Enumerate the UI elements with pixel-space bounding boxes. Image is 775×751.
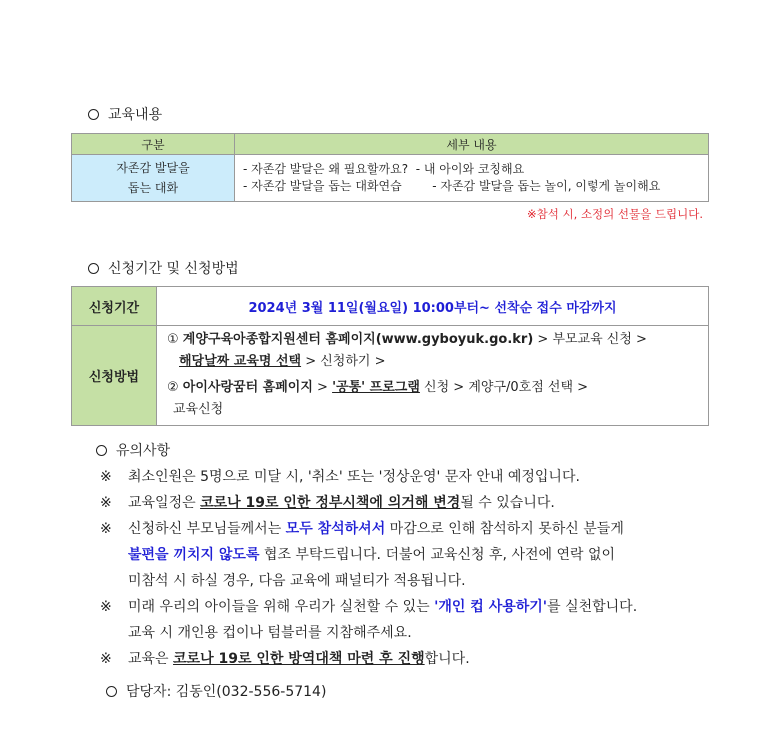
gift-note: ※참석 시, 소정의 선물을 드립니다. xyxy=(527,207,703,221)
list-item: ※ 교육일정은 코로나 19로 인한 정부시책에 의거해 변경될 수 있습니다. xyxy=(100,495,555,511)
section-title: 유의사항 xyxy=(116,443,171,459)
contact-line xyxy=(106,681,326,701)
list-item: ※ 교육은 코로나 19로 인한 방역대책 마련 후 진행합니다. xyxy=(100,651,470,667)
education-content-table xyxy=(71,133,709,202)
circle-bullet-icon xyxy=(88,263,99,274)
table-header-details: 세부 내용 xyxy=(235,134,709,155)
section-application-heading xyxy=(88,258,239,278)
notes-list: ※ 최소인원은 5명으로 미달 시, '취소' 또는 '정상운영' 문자 안내 예정입니다. ※ 교육일정은 코로나 19로 인한 정부시책에 의거해 변경될 수 있습니다. ※ 신청하신 부모님들께서는 모두 참석하셔서 마감으로 인해 참석하지 못하신 분들게 불편을 끼치지 않도록 협조 부탁드립니다. 더불어 교육신청 후, 사전에 연락 없이 미참석 시 하실 경우, 다음 교육에 패널티가 적용됩니다. ※ 미래 우리의 아이들을 위해 우리가 실천할 수 있는 '개인 컵 사용하기'를 실천합니다. 교육 시 개인용 컵이나 텀블러를 지참해주세요. ※ 교육은 코로나 19로 인한 방역대책 마련 후 진행합니다. xyxy=(100,464,637,672)
circle-bullet-icon xyxy=(106,686,117,697)
list-item: ※ 신청하신 부모님들께서는 모두 참석하셔서 마감으로 인해 참석하지 못하신 분들게 xyxy=(100,521,624,537)
section-education-heading xyxy=(88,104,162,124)
section-title: 교육내용 xyxy=(108,107,163,123)
method-details: ① 계양구육아종합지원센터 홈페이지(www.gyboyuk.go.kr) > 부모교육 신청 > 해당날짜 교육명 선택 > 신청하기 > ② 아이사랑꿈터 홈페이지 > '공통' 프로그램 신청 > 계양구/0호점 선택 > 교육신청 xyxy=(157,326,709,426)
section-notes-heading xyxy=(96,440,170,460)
table-row-details: - 자존감 발달은 왜 필요할까요? - 내 아이와 코칭해요 - 자존감 발달을 돕는 대화연습 - 자존감 발달을 돕는 놀이, 이렇게 놀이해요 xyxy=(235,155,709,202)
list-item: ※ 미래 우리의 아이들을 위해 우리가 실천할 수 있는 '개인 컵 사용하기'를 실천합니다. xyxy=(100,599,638,615)
contact-text: 담당자: 김동인(032-556-5714) xyxy=(126,684,327,700)
circle-bullet-icon xyxy=(96,445,107,456)
table-row-label: 자존감 발달을 돕는 대화 xyxy=(72,155,235,202)
method-label: 신청방법 xyxy=(72,326,157,426)
method-2: ② 아이사랑꿈터 홈페이지 > '공통' 프로그램 신청 > 계양구/0호점 선택 > xyxy=(167,380,589,395)
application-table xyxy=(71,286,709,426)
list-item: ※ 최소인원은 5명으로 미달 시, '취소' 또는 '정상운영' 문자 안내 예정입니다. xyxy=(100,469,580,485)
method-1: ① 계양구육아종합지원센터 홈페이지(www.gyboyuk.go.kr) > 부모교육 신청 > xyxy=(167,332,647,347)
period-label: 신청기간 xyxy=(72,287,157,326)
table-header-category: 구분 xyxy=(72,134,235,155)
period-value: 2024년 3월 11일(월요일) 10:00부터~ 선착순 접수 마감까지 xyxy=(157,287,709,326)
circle-bullet-icon xyxy=(88,109,99,120)
section-title: 신청기간 및 신청방법 xyxy=(108,261,239,277)
